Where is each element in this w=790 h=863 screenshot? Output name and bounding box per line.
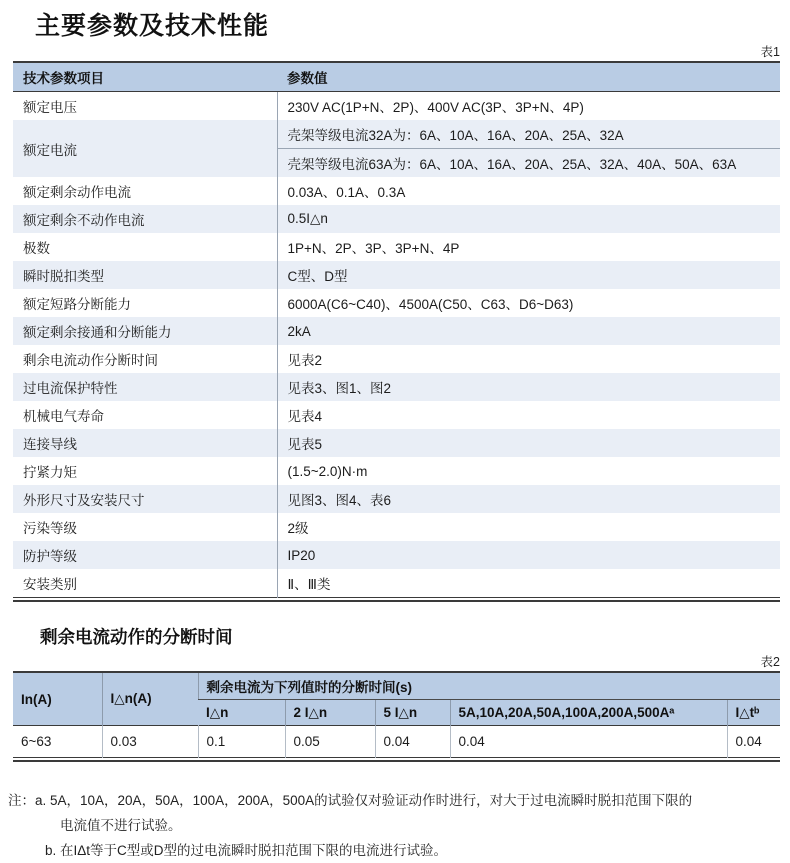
table1-row — [13, 92, 780, 121]
main-spec-table — [13, 61, 780, 598]
table1-row — [13, 485, 780, 513]
param-value-cell: 6000A(C6~C40)、4500A(C50、C63、D6~D63) — [287, 297, 574, 312]
param-name-cell: 过电流保护特性 — [13, 373, 277, 401]
table1-row — [13, 513, 780, 541]
table2-bottom-rule — [13, 758, 780, 762]
param-name-cell: 额定电压 — [13, 92, 277, 121]
param-name-cell: 连接导线 — [13, 429, 277, 457]
footnote-a-line1: 注：a. 5A，10A，20A，50A，100A，200A，500A的试验仅对验证动作时进行，对大于过电流瞬时脱扣范围下限的 — [8, 793, 693, 808]
table1-bottom-rule — [13, 598, 780, 602]
table1-col-header-value: 参数值 — [277, 62, 780, 92]
table1-row — [13, 289, 780, 317]
table2-cell-idn: 0.03 — [102, 726, 198, 758]
table2-col-header-idn: I△n(A) — [102, 672, 198, 726]
table2-cell-range: 6~63 — [21, 734, 52, 749]
param-name-cell: 额定剩余不动作电流 — [13, 205, 277, 233]
table1-col-header-param: 技术参数项目 — [13, 62, 277, 92]
table1-row — [13, 317, 780, 345]
param-name-cell: 防护等级 — [13, 541, 277, 569]
table1-tag: 表1 — [760, 45, 780, 59]
param-value-cell: 见图3、图4、表6 — [277, 485, 780, 513]
param-value-cell: 见表3、图1、图2 — [277, 373, 780, 401]
table2-header-row-1 — [13, 672, 780, 700]
param-value-cell: 壳架等级电流63A为：6A、10A、16A、20A、25A、32A、40A、50A、63A — [277, 149, 780, 178]
param-value-cell: 0.5I△n — [277, 205, 780, 233]
footnote-a-line2: 电流值不进行试验。 — [60, 818, 182, 833]
param-value-cell: 2级 — [287, 521, 309, 536]
table2-cell-t5: 0.04 — [727, 726, 780, 758]
table1-row — [13, 345, 780, 373]
table1-row — [13, 569, 780, 598]
footnote-b: b. 在IΔt等于C型或D型的过电流瞬时脱扣范围下限的电流进行试验。 — [45, 843, 448, 858]
param-name-cell: 额定剩余动作电流 — [13, 177, 277, 205]
param-value-cell: (1.5~2.0)N·m — [287, 463, 368, 479]
param-value-cell: 见表5 — [277, 429, 780, 457]
table1-row — [13, 457, 780, 485]
param-value-cell: 见表2 — [287, 353, 323, 368]
table2-cell-t4: 0.04 — [450, 726, 727, 758]
table1-row — [13, 401, 780, 429]
table1-row — [13, 233, 780, 261]
table2-cell-t2: 0.05 — [285, 726, 375, 758]
break-time-table — [13, 671, 780, 758]
table1-body — [13, 92, 780, 598]
param-value-cell: 见表4 — [287, 409, 323, 424]
param-value-cell: 2kA — [277, 317, 780, 345]
table2-sub-header-idt: I△tᵇ — [727, 700, 780, 726]
param-name-cell: 安装类别 — [13, 569, 277, 598]
param-name-cell: 极数 — [13, 233, 277, 261]
table1-row — [13, 205, 780, 233]
footnotes — [8, 788, 790, 863]
param-value-cell: 1P+N、2P、3P、3P+N、4P — [287, 241, 460, 256]
table1-row — [13, 177, 780, 205]
param-value-cell: 230V AC(1P+N、2P)、400V AC(3P、3P+N、4P) — [287, 100, 584, 115]
param-value-cell: 壳架等级电流32A为：6A、10A、16A、20A、25A、32A — [277, 120, 780, 149]
param-value-cell: 0.03A、0.1A、0.3A — [287, 185, 406, 200]
table2-sub-header-idn: I△n — [198, 700, 285, 726]
table1-row — [13, 429, 780, 457]
table2-cell-t3: 0.04 — [375, 726, 450, 758]
table2-sub-header-5idn: 5 I△n — [375, 700, 450, 726]
param-name-cell: 外形尺寸及安装尺寸 — [13, 485, 277, 513]
table1-row — [13, 261, 780, 289]
table2-cell-t1: 0.1 — [198, 726, 285, 758]
param-name-cell: 瞬时脱扣类型 — [13, 261, 277, 289]
param-name-cell: 额定短路分断能力 — [13, 289, 277, 317]
table2-data-row — [13, 726, 780, 758]
table2-col-header-in: In(A) — [13, 672, 102, 726]
param-name-cell: 污染等级 — [13, 513, 277, 541]
table1-row — [13, 120, 780, 149]
page-title: 主要参数及技术性能 — [35, 12, 270, 40]
param-name-cell: 剩余电流动作分断时间 — [13, 345, 277, 373]
param-value-cell: C型、D型 — [277, 261, 780, 289]
param-name-cell: 额定电流 — [13, 120, 277, 177]
section2-title: 剩余电流动作的分断时间 — [40, 627, 233, 647]
param-name-cell: 机械电气寿命 — [13, 401, 277, 429]
table2-sub-header-amps: 5A,10A,20A,50A,100A,200A,500Aᵃ — [450, 700, 727, 726]
table2-sub-header-2idn: 2 I△n — [285, 700, 375, 726]
param-value-cell: Ⅱ、Ⅲ类 — [287, 577, 331, 592]
table2-group-header: 剩余电流为下列值时的分断时间(s) — [198, 672, 780, 700]
table2-tag: 表2 — [760, 655, 780, 669]
table1-header-row — [13, 62, 780, 92]
spec-sheet-page — [0, 10, 790, 863]
table1-row — [13, 373, 780, 401]
param-name-cell: 拧紧力矩 — [13, 457, 277, 485]
param-value-cell: IP20 — [277, 541, 780, 569]
param-name-cell: 额定剩余接通和分断能力 — [13, 317, 277, 345]
table1-row — [13, 541, 780, 569]
